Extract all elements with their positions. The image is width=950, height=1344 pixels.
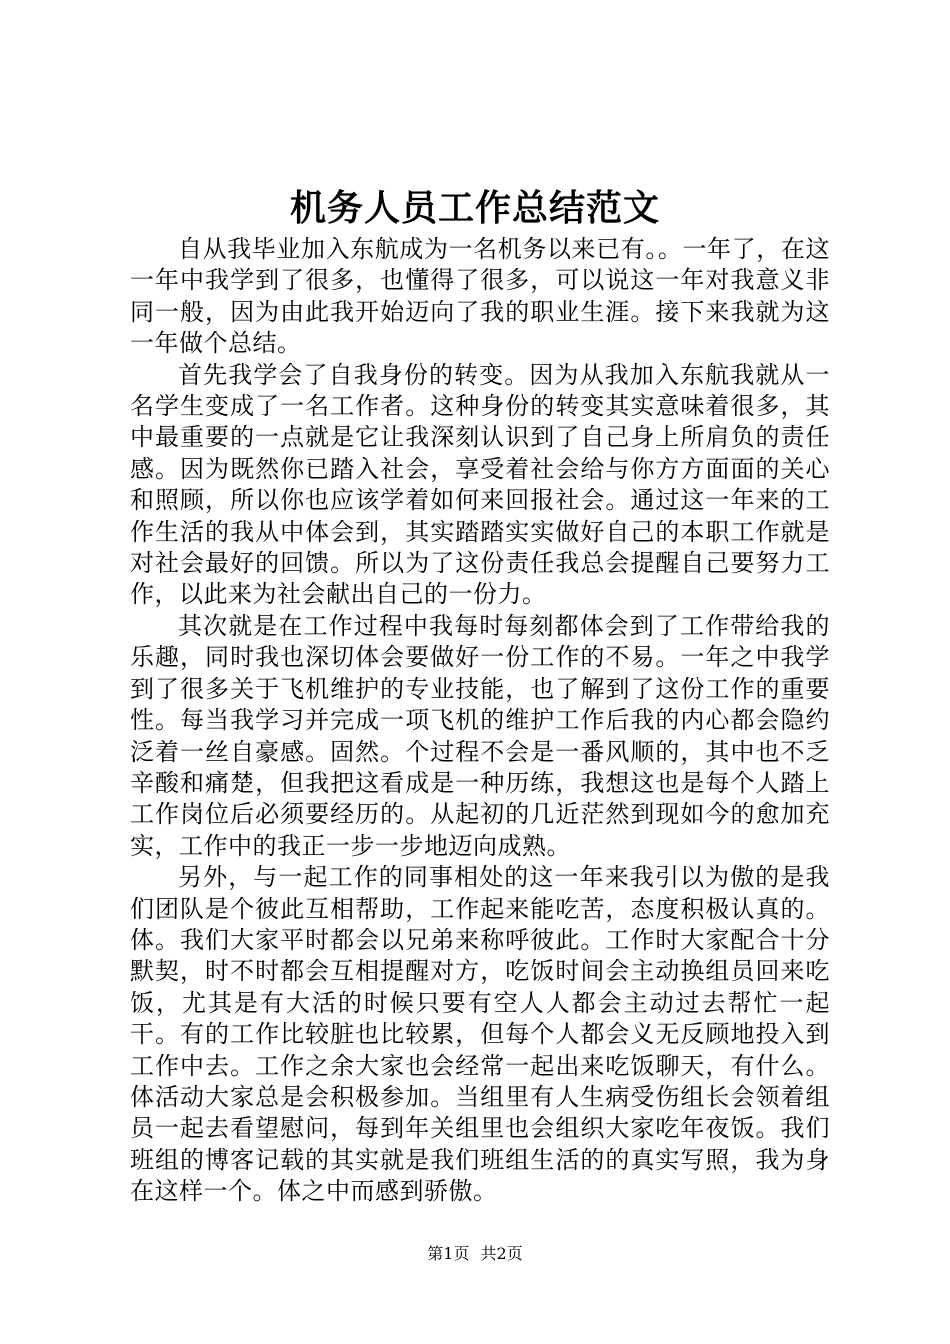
document-title: 机务人员工作总结范文 xyxy=(289,187,660,229)
paragraph: 自从我毕业加入东航成为一名机务以来已有。。一年了，在这一年中我学到了很多，也懂得了很多，可以说这一年对我意义非同一般，因为由此我开始迈向了我的职业生涯。接下来我就为这一年做个总结。 xyxy=(130,235,830,358)
page-total: 共2页 xyxy=(480,1244,523,1263)
paragraph: 首先我学会了自我身份的转变。因为从我加入东航我就从一名学生变成了一名工作者。这种身份的转变其实意味着很多，其中最重要的一点就是它让我深刻认识到了自己身上所肩负的责任感。因为既然你已踏入社会，享受着社会给与你方方面面的关心和照顾，所以你也应该学着如何来回报社会。通过这一年来的工作生活的我从中体会到，其实踏踏实实做好自己的本职工作就是对社会最好的回馈。所以为了这份责任我总会提醒自己要努力工作，以此来为社会献出自己的一份力。 xyxy=(130,360,830,609)
paragraph: 另外，与一起工作的同事相处的这一年来我引以为傲的是我们团队是个彼此互相帮助，工作起来能吃苦，态度积极认真的。体。我们大家平时都会以兄弟来称呼彼此。工作时大家配合十分默契，时不时都会互相提醒对方，吃饭时间会主动换组员回来吃饭，尤其是有大活的时候只要有空人人都会主动过去帮忙一起干。有的工作比较脏也比较累，但每个人都会义无反顾地投入到工作中去。工作之余大家也会经常一起出来吃饭聊天，有什么。体活动大家总是会积极参加。当组里有人生病受伤组长会领着组员一起去看望慰问，每到年关组里也会组织大家吃年夜饭。我们班组的博客记载的其实就是我们班组生活的的真实写照，我为身在这样一个。体之中而感到骄傲。 xyxy=(130,863,830,1206)
paragraph: 其次就是在工作过程中我每时每刻都体会到了工作带给我的乐趣，同时我也深切体会要做好一份工作的不易。一年之中我学到了很多关于飞机维护的专业技能，也了解到了这份工作的重要性。每当我学习并完成一项飞机的维护工作后我的内心都会隐约泛着一丝自豪感。固然。个过程不会是一番风顺的，其中也不乏辛酸和痛楚，但我把这看成是一种历练，我想这也是每个人踏上工作岗位后必须要经历的。从起初的几近茫然到现如今的愈加充实，工作中的我正一步一步地迈向成熟。 xyxy=(130,611,830,860)
document-body xyxy=(130,234,830,1208)
page-footer xyxy=(0,1244,950,1264)
page-number: 第1页 xyxy=(427,1244,470,1263)
